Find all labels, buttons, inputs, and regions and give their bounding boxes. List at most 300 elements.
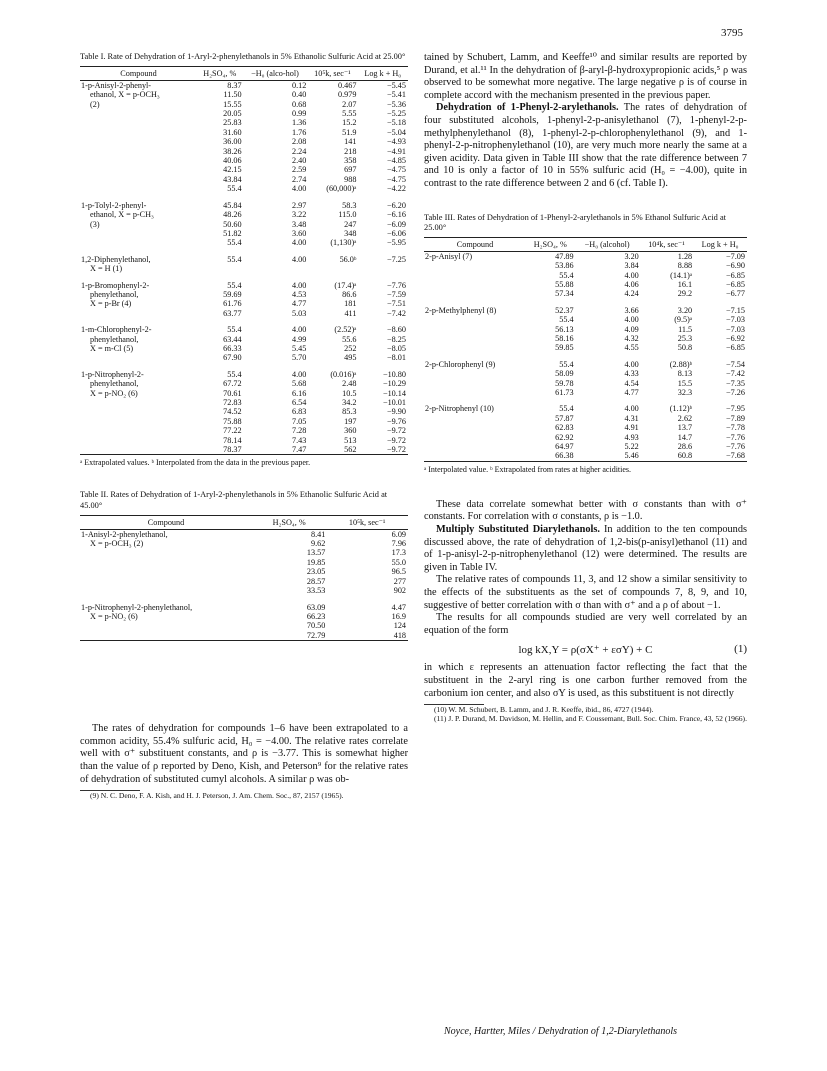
footnotes-left — [80, 790, 408, 800]
value-cell: 59.78 — [555, 378, 574, 388]
table-row — [80, 80, 408, 90]
value-cell: −6.85 — [726, 279, 745, 289]
value-cell: −6.90 — [726, 261, 745, 271]
value-cell: 2.08 — [292, 137, 307, 147]
compound-cell — [80, 128, 197, 137]
table-row — [80, 210, 408, 219]
value-cell: 4.91 — [624, 423, 639, 433]
table-row — [80, 558, 408, 567]
table-row — [80, 445, 408, 455]
value-cell: −10.29 — [382, 379, 406, 389]
compound-cell — [80, 567, 252, 576]
value-cell: 57.34 — [555, 289, 574, 299]
table1-caption: Table I. Rate of Dehydration of 1-Aryl-2-phenylethanols in 5% Ethanolic Sulfuric Acid at 25.00° — [80, 52, 406, 61]
compound-cell: 1-p-Nitrophenyl-2- — [81, 369, 144, 379]
table-row — [80, 586, 408, 595]
value-cell: 13.7 — [677, 423, 693, 433]
value-cell: 124 — [393, 621, 406, 631]
value-cell: 562 — [344, 445, 357, 455]
value-cell: 58.3 — [342, 200, 357, 210]
value-cell: −4.85 — [387, 156, 406, 166]
compound-cell: 1-p-Tolyl-2-phenyl- — [81, 200, 147, 210]
compound-cell — [80, 586, 252, 595]
value-cell: 0.68 — [292, 99, 307, 109]
paragraph-text: In addition to the ten compounds discussed above, the rate of dehydration of 1,2-bis(p-anisyl)ethanol (11) and of 1-p-anisyl-2-p-nitrophenylethanol (12) were determined. The results are given in Table IV. — [424, 524, 747, 573]
value-cell: 11.50 — [223, 90, 242, 100]
value-cell: 141 — [344, 137, 357, 147]
value-cell: 48.26 — [223, 210, 242, 220]
value-cell: −7.76 — [726, 442, 745, 452]
value-cell: −7.76 — [387, 280, 406, 290]
paragraph — [424, 524, 747, 574]
page-number: 3795 — [721, 27, 743, 39]
value-cell: 29.2 — [677, 289, 693, 299]
table-row — [424, 325, 747, 334]
value-cell: 4.24 — [624, 289, 639, 299]
compound-cell: 2-p-Nitrophenyl (10) — [425, 404, 494, 414]
compound-cell — [80, 577, 252, 586]
value-cell: −8.01 — [387, 353, 406, 363]
compound-cell — [80, 417, 197, 426]
value-cell: 4.00 — [624, 359, 639, 369]
table-row — [424, 334, 747, 343]
value-cell: 63.44 — [223, 334, 242, 344]
value-cell: 9.62 — [311, 539, 326, 549]
table2-caption: Table II. Rates of Dehydration of 1-Aryl-2-phenylethanols in 5% Ethanolic Sulfuric Acid at 45.00° — [80, 490, 388, 510]
compound-cell — [424, 442, 526, 451]
value-cell: 2.97 — [292, 200, 307, 210]
value-cell: 56.13 — [555, 324, 574, 334]
value-cell: 64.97 — [555, 442, 574, 452]
value-cell: 55.6 — [342, 334, 357, 344]
value-cell: 78.14 — [223, 435, 242, 445]
value-cell: 50.8 — [677, 343, 693, 353]
table-row — [80, 529, 408, 539]
value-cell: (60,000)ᵃ — [326, 184, 357, 194]
value-cell: −6.09 — [387, 219, 406, 229]
compound-cell: X = p-Br (4) — [90, 299, 132, 309]
footnote-10: (10) W. M. Schubert, B. Lamm, and J. R. Keeffe, ibid., 86, 4727 (1944). — [434, 705, 654, 715]
value-cell: 3.84 — [624, 261, 639, 271]
value-cell: 4.06 — [624, 279, 639, 289]
value-cell: −5.45 — [387, 80, 406, 90]
value-cell: 5.22 — [624, 442, 639, 452]
compound-cell: 1,2-Diphenylethanol, — [81, 254, 151, 264]
table-row — [80, 264, 408, 273]
compound-cell — [424, 334, 526, 343]
value-cell: 33.53 — [306, 586, 326, 596]
compound-cell: phenylethanol, — [90, 334, 139, 344]
compound-cell — [80, 229, 197, 238]
value-cell: 4.77 — [292, 299, 307, 309]
table-row — [424, 271, 747, 280]
value-cell: 38.26 — [223, 146, 242, 156]
value-cell: (17.4)ᵃ — [334, 280, 357, 290]
value-cell: 28.6 — [677, 442, 693, 452]
table-row — [80, 229, 408, 238]
table-row — [80, 90, 408, 99]
value-cell: 4.00 — [292, 184, 307, 194]
value-cell: 15.5 — [677, 378, 693, 388]
table-row — [80, 165, 408, 174]
compound-cell — [80, 175, 197, 184]
value-cell: −7.35 — [726, 378, 745, 388]
value-cell: 4.00 — [624, 404, 639, 414]
value-cell: −7.51 — [387, 299, 406, 309]
value-cell: 66.33 — [223, 343, 242, 353]
value-cell: 66.23 — [306, 611, 326, 621]
right-body-text-top — [424, 52, 747, 191]
value-cell: −4.93 — [387, 137, 406, 147]
left-body-text — [80, 723, 408, 786]
value-cell: −7.76 — [726, 432, 745, 442]
compound-cell — [424, 271, 526, 280]
table-row — [80, 426, 408, 435]
value-cell: 14.7 — [677, 432, 693, 442]
value-cell: −6.85 — [726, 343, 745, 353]
column-header: Compound — [424, 238, 526, 251]
value-cell: 358 — [344, 156, 357, 166]
value-cell: 115.0 — [338, 210, 357, 220]
value-cell: 0.99 — [292, 109, 307, 119]
equation-number: (1) — [734, 643, 747, 656]
value-cell: 4.09 — [624, 324, 639, 334]
table-row — [80, 363, 408, 379]
value-cell: 16.9 — [391, 611, 406, 621]
value-cell: 70.50 — [306, 621, 326, 631]
value-cell: 4.54 — [624, 378, 639, 388]
compound-cell — [424, 325, 526, 334]
value-cell — [197, 264, 243, 273]
table-row — [424, 315, 747, 324]
column-header: 10⁵k, sec⁻¹ — [326, 516, 408, 529]
value-cell: 181 — [344, 299, 357, 309]
compound-cell — [80, 353, 197, 362]
value-cell: 2.24 — [292, 146, 307, 156]
table-row — [80, 137, 408, 146]
table-row — [80, 548, 408, 557]
compound-cell: 2-p-Chlorophenyl (9) — [425, 359, 496, 369]
compound-cell: 2-p-Anisyl (7) — [425, 251, 473, 261]
value-cell: −7.42 — [387, 308, 406, 318]
value-cell: 4.00 — [292, 325, 307, 335]
table-row — [80, 577, 408, 586]
value-cell: 72.79 — [306, 630, 326, 640]
value-cell: 63.09 — [306, 602, 326, 612]
column-header: Log k + H₀ — [693, 238, 747, 251]
value-cell: 45.84 — [223, 200, 242, 210]
value-cell: −7.42 — [726, 369, 745, 379]
compound-cell — [424, 280, 526, 289]
value-cell: 15.2 — [342, 118, 357, 128]
value-cell: 5.45 — [292, 343, 307, 353]
paragraph-text: The rates of dehydration of four substituted alcohols, 1-phenyl-2-p-anisylethanol (7), 1-phenyl-2-p-methylphenylethanol (8), 1-phenyl-2-p-chlorophenylethanol (9), and 1-phenyl-2-p-nitrophenylethanol (10), are very much more nearly the same at a given acidity. Data given in Table III show that the rate difference between 7 and 10 is only a factor of 10 in 55% sulfuric acid (H₀ = −4.00), quite in contrast to the rate difference between 2 and 6 (cf. Table I). — [424, 102, 747, 189]
value-cell: 55.4 — [559, 359, 574, 369]
value-cell: 7.05 — [292, 416, 307, 426]
compound-cell — [424, 289, 526, 298]
value-cell: (1.12)ᵇ — [669, 404, 693, 414]
value-cell: 32.3 — [677, 388, 693, 398]
value-cell: −9.72 — [387, 435, 406, 445]
paragraph: These data correlate somewhat better with σ constants than with σ⁺ constants. For correlation with σ constants, ρ is −1.0. — [424, 498, 747, 523]
table-row — [424, 442, 747, 451]
paragraph: tained by Schubert, Lamm, and Keeffe¹⁰ and similar results are reported by Durand, et al.¹¹ In the dehydration of β-aryl-β-hydroxypropionic acids,⁵ ρ was observed to be somewhat more negative. The large negative ρ is of course in complete accord with the mechanism presented in the previous paper. — [424, 52, 747, 101]
footnotes-right — [424, 704, 747, 723]
value-cell: 4.00 — [624, 315, 639, 325]
table-row — [80, 621, 408, 630]
value-cell: 4.32 — [624, 334, 639, 343]
column-header: Compound — [80, 67, 197, 80]
value-cell: 60.8 — [677, 451, 693, 461]
table-row — [80, 436, 408, 445]
compound-cell — [424, 423, 526, 432]
table-row — [80, 147, 408, 156]
table-row — [80, 290, 408, 299]
table2 — [80, 515, 408, 641]
table-row — [424, 369, 747, 378]
compound-cell — [80, 156, 197, 165]
paragraph: The relative rates of compounds 11, 3, and 12 show a similar sensitivity to the effects of the substituents as the set of compounds 7, 8, 9, and 10, suggestive of better correlation with σ than with σ⁺ and a ρ of about −1. — [424, 574, 747, 611]
value-cell: 34.2 — [342, 398, 357, 407]
value-cell: 0.12 — [292, 80, 307, 90]
value-cell: 5.55 — [342, 109, 357, 119]
value-cell: 2.07 — [342, 99, 357, 109]
table-row — [80, 567, 408, 576]
value-cell: 55.4 — [227, 254, 242, 264]
value-cell: −6.06 — [387, 228, 406, 238]
value-cell: 51.9 — [342, 127, 357, 137]
compound-cell — [424, 379, 526, 388]
value-cell: 3.20 — [624, 251, 639, 261]
value-cell: 902 — [393, 586, 406, 596]
value-cell: (0.016)ᵃ — [330, 369, 357, 379]
table-row — [80, 417, 408, 426]
value-cell: 4.55 — [624, 343, 639, 353]
value-cell: −7.03 — [726, 324, 745, 334]
compound-cell: 1-Anisyl-2-phenylethanol, — [81, 529, 168, 539]
value-cell: −7.59 — [387, 289, 406, 299]
value-cell: 74.52 — [223, 407, 242, 417]
value-cell: 5.68 — [292, 379, 307, 389]
value-cell: −9.72 — [387, 426, 406, 436]
value-cell: 4.99 — [292, 334, 307, 344]
value-cell: 70.61 — [223, 388, 242, 398]
value-cell: 55.4 — [227, 369, 242, 379]
value-cell: 2.74 — [292, 174, 307, 184]
value-cell: 2.48 — [342, 379, 357, 389]
column-header: −H₀ (alcohol) — [575, 238, 640, 251]
value-cell: −5.41 — [387, 90, 406, 100]
value-cell: 67.90 — [223, 353, 242, 363]
value-cell: −9.76 — [387, 416, 406, 426]
value-cell: −8.25 — [387, 334, 406, 344]
value-cell: 988 — [344, 174, 357, 184]
value-cell: −7.68 — [726, 451, 745, 461]
value-cell: 23.05 — [306, 567, 326, 577]
table-row — [424, 353, 747, 369]
table-row — [424, 433, 747, 442]
value-cell: 6.16 — [292, 388, 307, 398]
value-cell: 55.4 — [559, 315, 574, 325]
value-cell: −5.95 — [387, 238, 406, 248]
value-cell: −7.09 — [726, 251, 745, 261]
table-row — [80, 318, 408, 334]
value-cell: −6.92 — [726, 334, 745, 343]
table-row — [80, 344, 408, 353]
value-cell: 697 — [344, 165, 357, 175]
table-row — [424, 388, 747, 397]
value-cell: 3.48 — [292, 219, 307, 229]
value-cell: 58.16 — [555, 334, 574, 343]
value-cell: 4.00 — [292, 238, 307, 248]
right-column — [424, 52, 747, 724]
compound-cell — [80, 147, 197, 156]
table-row — [424, 261, 747, 270]
equation-1 — [424, 643, 747, 656]
table-row — [424, 414, 747, 423]
value-cell: 55.4 — [227, 184, 242, 194]
compound-cell: X = p-NO₂ (6) — [90, 388, 138, 398]
value-cell: 5.03 — [292, 308, 307, 318]
value-cell: 4.33 — [624, 369, 639, 379]
value-cell: 411 — [344, 308, 357, 318]
value-cell: 59.85 — [555, 343, 574, 353]
compound-cell: 1-p-Anisyl-2-phenyl- — [81, 80, 152, 90]
section-heading: Multiply Substituted Diarylethanols. — [436, 524, 600, 536]
value-cell: 85.3 — [342, 407, 357, 417]
value-cell: 5.46 — [624, 451, 639, 461]
table-row — [80, 175, 408, 184]
value-cell: 6.09 — [391, 529, 406, 539]
compound-cell — [424, 388, 526, 397]
value-cell: −4.75 — [387, 165, 406, 175]
compound-cell — [424, 315, 526, 324]
value-cell: 20.05 — [223, 109, 242, 119]
equation-text: log kX,Y = ρ(σX⁺ + εσY) + C — [518, 644, 653, 657]
value-cell: 57.87 — [555, 413, 574, 423]
compound-cell: 1-p-Bromophenyl-2- — [81, 280, 150, 290]
value-cell: (2.52)ᵃ — [334, 325, 357, 335]
value-cell — [243, 264, 308, 273]
value-cell: 247 — [344, 219, 357, 229]
value-cell: 55.0 — [391, 557, 406, 567]
value-cell: 5.70 — [292, 353, 307, 363]
value-cell: 8.41 — [311, 529, 326, 539]
value-cell: (2.88)ᵇ — [669, 359, 693, 369]
value-cell: 197 — [344, 416, 357, 426]
value-cell: 3.22 — [292, 210, 307, 220]
value-cell: 8.88 — [677, 261, 693, 271]
table3-footnote: ᵃ Interpolated value. ᵇ Extrapolated from rates at higher acidities. — [424, 464, 632, 474]
value-cell: −6.85 — [726, 270, 745, 280]
value-cell — [357, 264, 408, 273]
value-cell: 66.38 — [555, 451, 574, 461]
compound-cell — [80, 426, 197, 435]
value-cell: 4.31 — [624, 413, 639, 423]
table-row — [80, 631, 408, 641]
footnote-9: (9) N. C. Deno, F. A. Kish, and H. J. Peterson, J. Am. Chem. Soc., 87, 2157 (1965). — [90, 791, 344, 801]
paragraph — [424, 102, 747, 190]
table-row — [424, 251, 747, 261]
value-cell: 218 — [344, 146, 357, 156]
table-row — [80, 299, 408, 308]
value-cell: 61.76 — [223, 299, 242, 309]
column-header: H₂SO₄, % — [526, 238, 575, 251]
table-row — [80, 612, 408, 621]
compound-cell: phenylethanol, — [90, 379, 139, 389]
value-cell: −10.01 — [382, 398, 406, 407]
value-cell: 78.37 — [223, 445, 242, 455]
compound-cell — [80, 407, 197, 416]
compound-cell — [80, 621, 252, 630]
value-cell: 16.1 — [677, 279, 693, 289]
compound-cell — [80, 631, 252, 641]
value-cell: 25.3 — [677, 334, 693, 343]
value-cell: 55.4 — [227, 325, 242, 335]
value-cell: (9.5)ᵃ — [674, 315, 693, 325]
value-cell: −7.25 — [387, 254, 406, 264]
value-cell: 28.57 — [306, 576, 326, 586]
value-cell: −9.90 — [387, 407, 406, 417]
value-cell: 4.77 — [624, 388, 639, 398]
value-cell: 52.37 — [555, 305, 574, 315]
value-cell: 277 — [393, 576, 406, 586]
compound-cell: X = p-NO₂ (6) — [90, 611, 138, 621]
value-cell: 59.69 — [223, 289, 242, 299]
table-row — [80, 398, 408, 407]
value-cell: 15.55 — [223, 99, 242, 109]
value-cell: 2.40 — [292, 156, 307, 166]
value-cell: −5.04 — [387, 127, 406, 137]
value-cell: 4.47 — [391, 602, 406, 612]
value-cell: −4.22 — [387, 184, 406, 194]
value-cell: 42.15 — [223, 165, 242, 175]
value-cell: 67.72 — [223, 379, 242, 389]
value-cell: −5.25 — [387, 109, 406, 119]
compound-cell — [424, 451, 526, 461]
value-cell: 75.88 — [223, 416, 242, 426]
value-cell: 17.3 — [391, 548, 406, 558]
table-row — [80, 596, 408, 612]
value-cell: 4.00 — [292, 254, 307, 264]
value-cell: 360 — [344, 426, 357, 436]
compound-cell — [424, 369, 526, 378]
value-cell: 36.00 — [223, 137, 242, 147]
paragraph: The results for all compounds studied are very well correlated by an equation of the form — [424, 612, 747, 636]
value-cell: −5.36 — [387, 99, 406, 109]
value-cell: 13.57 — [306, 548, 326, 558]
value-cell: −7.15 — [726, 305, 745, 315]
value-cell: 7.47 — [292, 445, 307, 455]
table3 — [424, 237, 747, 462]
value-cell: 7.43 — [292, 435, 307, 445]
right-body-text-end — [424, 662, 747, 700]
value-cell: 7.96 — [391, 539, 406, 549]
value-cell: 1.76 — [292, 127, 307, 137]
value-cell: 8.13 — [677, 369, 693, 379]
value-cell: 58.09 — [555, 369, 574, 379]
value-cell: 3.20 — [677, 305, 693, 315]
table-row — [80, 274, 408, 290]
value-cell: −6.20 — [387, 200, 406, 210]
table-row — [80, 128, 408, 137]
value-cell: −4.75 — [387, 174, 406, 184]
value-cell: 348 — [344, 228, 357, 238]
table-row — [80, 248, 408, 264]
table-row — [424, 289, 747, 298]
value-cell: 19.85 — [306, 557, 326, 567]
compound-cell — [80, 398, 197, 407]
